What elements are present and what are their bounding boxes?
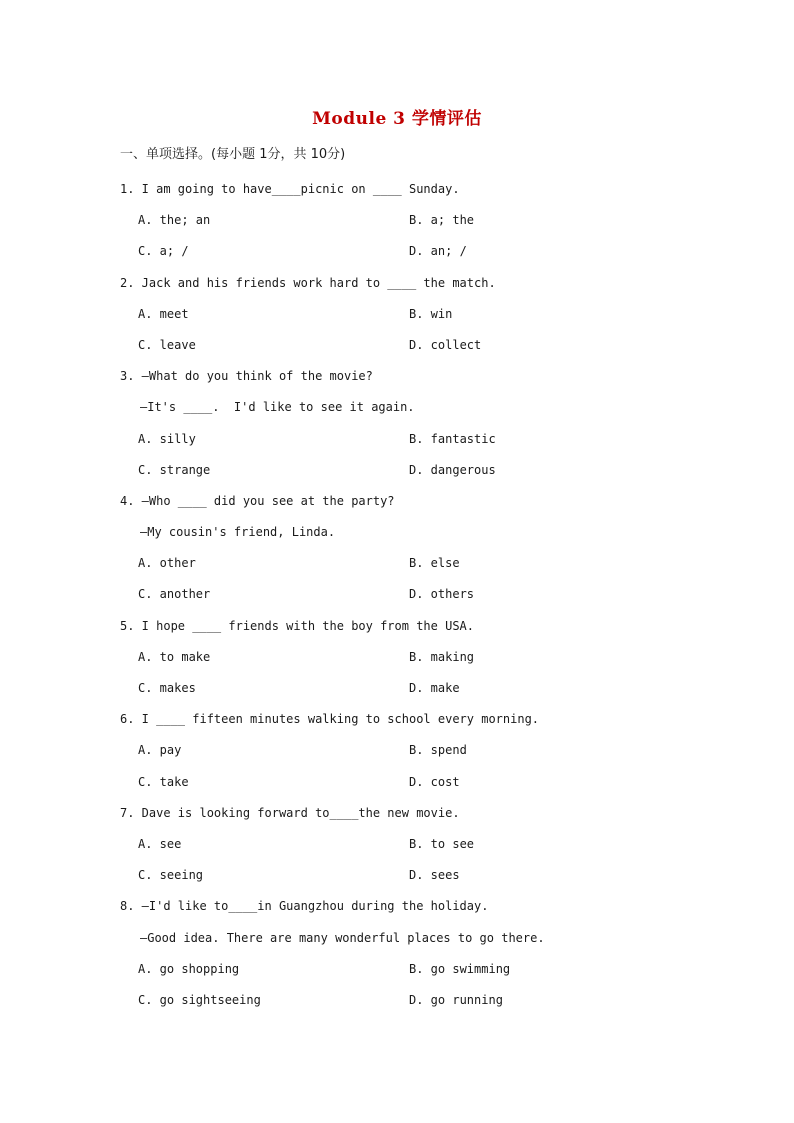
option-row — [120, 954, 680, 985]
answer-option-d[interactable]: D. cost — [409, 774, 460, 789]
option-row — [120, 424, 680, 455]
answer-option-d[interactable]: D. dangerous — [409, 462, 496, 477]
question-dialog-line: —It's ____. I'd like to see it again. — [140, 400, 415, 415]
question-4 — [120, 486, 680, 611]
option-row — [120, 299, 680, 330]
question-stem: 4. —Who ____ did you see at the party? — [120, 493, 395, 508]
answer-option-a[interactable]: A. pay — [138, 743, 182, 758]
answer-option-a[interactable]: A. silly — [138, 431, 196, 446]
question-list — [120, 174, 680, 1016]
option-row — [120, 205, 680, 236]
question-stem: 3. —What do you think of the movie? — [120, 369, 373, 384]
question-8 — [120, 891, 680, 1016]
option-row — [120, 767, 680, 798]
option-row — [120, 548, 680, 579]
option-row — [120, 860, 680, 891]
question-stem: 2. Jack and his friends work hard to ____ the match. — [120, 275, 496, 290]
answer-option-b[interactable]: B. win — [409, 306, 453, 321]
answer-option-c[interactable]: C. seeing — [138, 868, 204, 883]
answer-option-d[interactable]: D. collect — [409, 337, 482, 352]
answer-option-b[interactable]: B. spend — [409, 743, 467, 758]
answer-option-d[interactable]: D. make — [409, 681, 460, 695]
answer-option-b[interactable]: B. fantastic — [409, 431, 496, 446]
question-6 — [120, 704, 680, 798]
answer-option-b[interactable]: B. else — [409, 556, 460, 571]
answer-option-a[interactable]: A. go shopping — [138, 961, 240, 976]
answer-option-c[interactable]: C. a; / — [138, 244, 189, 259]
answer-option-a[interactable]: A. to make — [138, 649, 211, 664]
question-dialog-line: —My cousin's friend, Linda. — [140, 525, 336, 540]
section-heading: 一、单项选择。(每小题 1分，共 10分) — [120, 147, 346, 162]
option-row — [120, 455, 680, 486]
question-stem: 1. I am going to have____picnic on ____ Sunday. — [120, 182, 460, 196]
answer-option-a[interactable]: A. meet — [138, 306, 189, 321]
question-1 — [120, 174, 680, 268]
option-row — [120, 330, 680, 361]
answer-option-b[interactable]: B. go swimming — [409, 961, 511, 976]
answer-option-c[interactable]: C. take — [138, 774, 189, 789]
option-row — [120, 735, 680, 766]
answer-option-d[interactable]: D. an; / — [409, 244, 467, 259]
question-stem: 6. I ____ fifteen minutes walking to school every morning. — [120, 712, 540, 727]
option-row — [120, 673, 680, 704]
answer-option-d[interactable]: D. sees — [409, 868, 460, 883]
question-7 — [120, 798, 680, 892]
answer-option-a[interactable]: A. see — [138, 836, 182, 851]
question-dialog-line: —Good idea. There are many wonderful places to go there. — [140, 930, 545, 945]
answer-option-b[interactable]: B. making — [409, 649, 475, 664]
answer-option-c[interactable]: C. another — [138, 587, 211, 602]
answer-option-c[interactable]: C. leave — [138, 337, 196, 352]
option-row — [120, 579, 680, 610]
answer-option-c[interactable]: C. go sightseeing — [138, 992, 261, 1007]
option-row — [120, 985, 680, 1016]
question-stem: 8. —I'd like to____in Guangzhou during the holiday. — [120, 899, 489, 914]
answer-option-b[interactable]: B. to see — [409, 836, 475, 851]
answer-option-a[interactable]: A. the; an — [138, 213, 211, 228]
page-title: Module 3 学情评估 — [312, 109, 482, 129]
option-row — [120, 236, 680, 267]
answer-option-d[interactable]: D. others — [409, 587, 475, 602]
question-3 — [120, 361, 680, 486]
question-2 — [120, 268, 680, 362]
option-row — [120, 642, 680, 673]
answer-option-b[interactable]: B. a; the — [409, 213, 475, 228]
option-row — [120, 829, 680, 860]
question-5 — [120, 611, 680, 705]
answer-option-d[interactable]: D. go running — [409, 992, 503, 1007]
question-stem: 7. Dave is looking forward to____the new movie. — [120, 805, 460, 820]
answer-option-c[interactable]: C. makes — [138, 681, 196, 695]
answer-option-c[interactable]: C. strange — [138, 462, 211, 477]
answer-option-a[interactable]: A. other — [138, 556, 196, 571]
question-stem: 5. I hope ____ friends with the boy from the USA. — [120, 618, 475, 633]
